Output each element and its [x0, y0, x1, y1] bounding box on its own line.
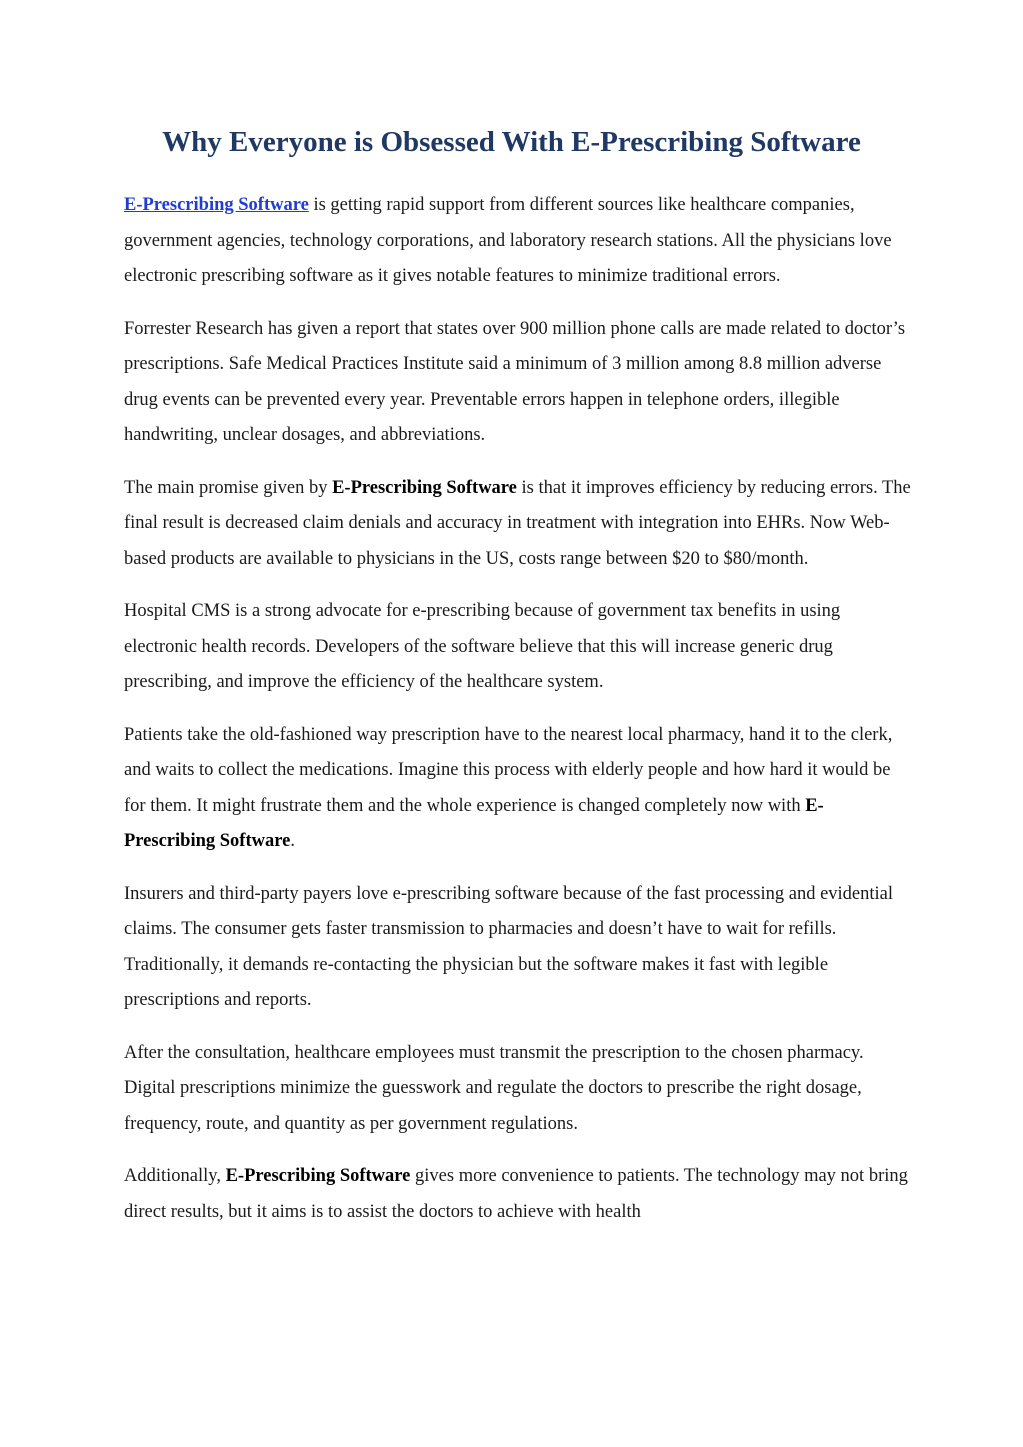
e-prescribing-software-link[interactable]: E-Prescribing Software: [124, 195, 309, 215]
paragraph-additionally-before: Additionally,: [124, 1166, 226, 1186]
paragraph-additionally-after: gives more convenience to patients. The technology may not bring direct results, but it aims is to assist the doctors to achieve with health: [124, 1166, 908, 1222]
paragraph-main-promise-after: is that it improves efficiency by reducing errors. The final result is decreased claim denials and accuracy in treatment with integration into EHRs. Now Web-based products are available to physicians in the US, costs range between $20 to $80/month.: [124, 477, 911, 569]
keyword-e-prescribing-software: E-Prescribing Software: [225, 1166, 411, 1186]
article-body: [124, 188, 914, 1247]
paragraph-main-promise-before: The main promise given by: [124, 477, 333, 498]
paragraph-insurers: Insurers and third-party payers love e-prescribing software because of the fast processing and evidential claims. The consumer gets faster transmission to pharmacies and doesn’t have to wait for refills. Traditionally, it demands re-contacting the physician but the software makes it fast with legible prescriptions and reports.: [124, 883, 894, 1010]
paragraph-patients: [124, 718, 914, 860]
paragraph-consultation: After the consultation, healthcare employees must transmit the prescription to the chosen pharmacy. Digital prescriptions minimize the guesswork and regulate the doctors to prescribe the right dosage, frequency, route, and quantity as per government regulations.: [124, 1042, 864, 1134]
paragraph-forrester: Forrester Research has given a report that states over 900 million phone calls are made related to doctor’s prescriptions. Safe Medical Practices Institute said a minimum of 3 million among 8.8 million adverse drug events can be prevented every year. Preventable errors happen in telephone orders, illegible handwriting, unclear dosages, and abbreviations.: [124, 318, 906, 445]
paragraph-patients-after: .: [290, 831, 295, 851]
paragraph-hospital-cms: Hospital CMS is a strong advocate for e-prescribing because of government tax benefits in using electronic health records. Developers of the software believe that this will increase generic drug prescribing, and improve the efficiency of the healthcare system.: [124, 601, 841, 692]
paragraph-intro: [124, 188, 914, 295]
paragraph-intro-text: is getting rapid support from different sources like healthcare companies, government agencies, technology corporations, and laboratory research stations. All the physicians love electronic prescribing software as it gives notable features to minimize traditional errors.: [124, 195, 892, 286]
keyword-e-prescribing-software: E-Prescribing Software: [124, 795, 824, 851]
paragraph-patients-before: Patients take the old-fashioned way prescription have to the nearest local pharmacy, hand it to the clerk, and waits to collect the medications. Imagine this process with elderly people and how hard it would be for them. It might frustrate them and the whole experience is changed completely now with: [124, 724, 893, 816]
keyword-e-prescribing-software: E-Prescribing Software: [332, 477, 517, 498]
paragraph-main-promise: [124, 471, 914, 578]
paragraph-additionally: [124, 1159, 914, 1230]
page-title: Why Everyone is Obsessed With E-Prescribing Software: [162, 126, 861, 158]
